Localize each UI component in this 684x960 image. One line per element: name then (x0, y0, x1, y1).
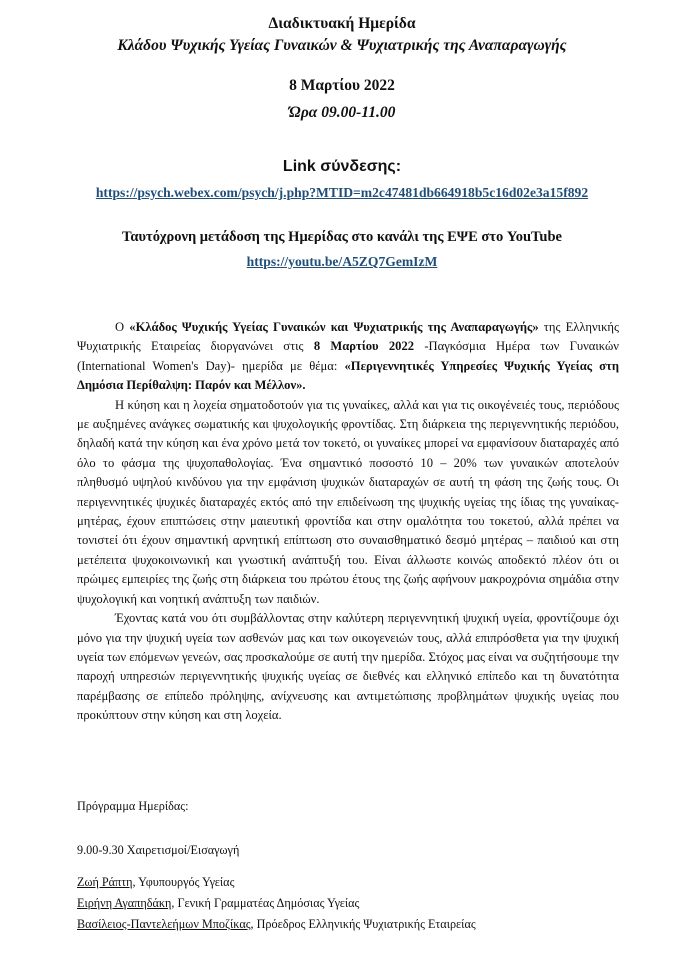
event-date: 8 Μαρτίου 2022 (289, 77, 395, 94)
speaker-role: , Υφυπουργός Υγείας (132, 875, 235, 889)
intro-text-2: της Ελληνικής Ψυχιατρικής Εταιρείας διοργανώνει στις (77, 320, 619, 354)
speaker-role: , Γενική Γραμματέας Δημόσιας Υγείας (171, 896, 360, 910)
webex-link[interactable]: https://psych.webex.com/psych/j.php?MTID=m2c47481db664918b5c16d02e3a15f892 (95, 185, 589, 200)
speaker-name: Ζωή Ράπτη (77, 875, 133, 889)
speaker-role: , Πρόεδρος Ελληνικής Ψυχιατρικής Εταιρείας (250, 917, 476, 931)
body-text (77, 318, 619, 726)
context-paragraph: Η κύηση και η λοχεία σηματοδοτούν για τις γυναίκες, αλλά και για τις οικογένειές τους, περιόδους με αυξημένες ανάγκες σωματικής και ψυχολογικής φροντίδας. Στη διάρκεια της περιγεννητικής περιόδου, δηλαδή κατά την κύηση και ένα χρόνο μετά τον τοκετό, οι γυναίκες μπορεί να εμφανίσουν διαταραχές από όλο το φάσμα της ψυχοπαθολογίας. Ένα σημαντικό ποσοστό 10 – 20% των γυναικών αποτελούν πληθυσμό υψηλού κινδύνου για την εμφάνιση ψυχικών διαταραχών σε αυτή τη φάση της ζωής τους. Οι περιγεννητικές ψυχικές διαταραχές εκτός από την επιδείνωση της ψυχικής υγείας της ίδιας της γυναίκας-μητέρας, έχουν επιπτώσεις στην μαιευτική φροντίδα και στην ομαλότητα του τοκετού, αλλά πρέπει να τονιστεί ότι έχουν σημαντική αρνητική επίπτωση στο συναισθηματικό δεσμό μητέρας – παιδιού και στη μετέπειτα ψυχοκοινωνική και γνωστική ανάπτυξή του. Είναι άλλωστε κοινώς αποδεκτό πλέον ότι οι πρώιμες εμπειρίες της ζωής στη διάρκεια του πρώτου έτους της ζωής αφήνουν μακροχρόνια σημάδια στην ψυχολογική και νοητική ανάπτυξη των παιδιών. (77, 397, 619, 606)
intro-text-1: Ο (115, 320, 130, 334)
link-label: Link σύνδεσης: (282, 158, 402, 175)
program-title: Πρόγραμμα Ημερίδας: (77, 799, 189, 813)
invitation-paragraph: Έχοντας κατά νου ότι συμβάλλοντας στην καλύτερη περιγεννητική ψυχική υγεία, φροντίζουμε όχι μόνο για την ψυχική υγεία των ασθενών μας και των οικογενειών τους, αλλά επιπρόσθετα για την ψυχική υγεία των επόμενων γενεών, σας προσκαλούμε σε αυτή την ημερίδα. Στόχος μας είναι να συζητήσουμε την παροχή υπηρεσιών περιγεννητικής ψυχικής υγείας σε διεθνές και ελληνικό επίπεδο και τη δυνατότητα παρέμβασης σε επίπεδο πρόληψης, ανίχνευσης και αντιμετώπισης προβλημάτων ψυχικής υγείας που προκύπτουν στην κύηση και στη λοχεία. (77, 611, 619, 723)
speaker-item (77, 872, 637, 893)
speaker-item (77, 914, 637, 935)
event-subtitle: Κλάδου Ψυχικής Υγείας Γυναικών & Ψυχιατρικής της Αναπαραγωγής (117, 37, 567, 54)
intro-date: 8 Μαρτίου 2022 (313, 339, 415, 354)
event-title: Διαδικτυακή Ημερίδα (268, 15, 416, 32)
youtube-link[interactable]: https://youtu.be/A5ZQ7GemIzM (246, 254, 438, 269)
intro-paragraph (77, 318, 619, 396)
organizer-name: «Κλάδος Ψυχικής Υγείας Γυναικών και Ψυχιατρικής της Αναπαραγωγής» (129, 320, 539, 334)
event-theme: «Περιγεννητικές Υπηρεσίες Ψυχικής Υγείας στη Δημόσια Περίθαλψη: Παρόν και Μέλλον». (77, 358, 619, 393)
event-time: Ώρα 09.00-11.00 (288, 104, 396, 121)
speaker-name: Ειρήνη Αγαπηδάκη (77, 896, 172, 910)
program-item-welcome: 9.00-9.30 Χαιρετισμοί/Εισαγωγή (77, 843, 240, 857)
speaker-list (77, 872, 637, 935)
intro-text-3: -Παγκόσμια Ημέρα των Γυναικών (International Women's Day)- ημερίδα με θέμα: (77, 339, 619, 373)
stream-notice: Ταυτόχρονη μετάδοση της Ημερίδας στο κανάλι της ΕΨΕ στο YouTube (122, 229, 562, 245)
speaker-name: Βασίλειος-Παντελεήμων Μποζίκας (77, 917, 251, 931)
speaker-item (77, 893, 637, 914)
